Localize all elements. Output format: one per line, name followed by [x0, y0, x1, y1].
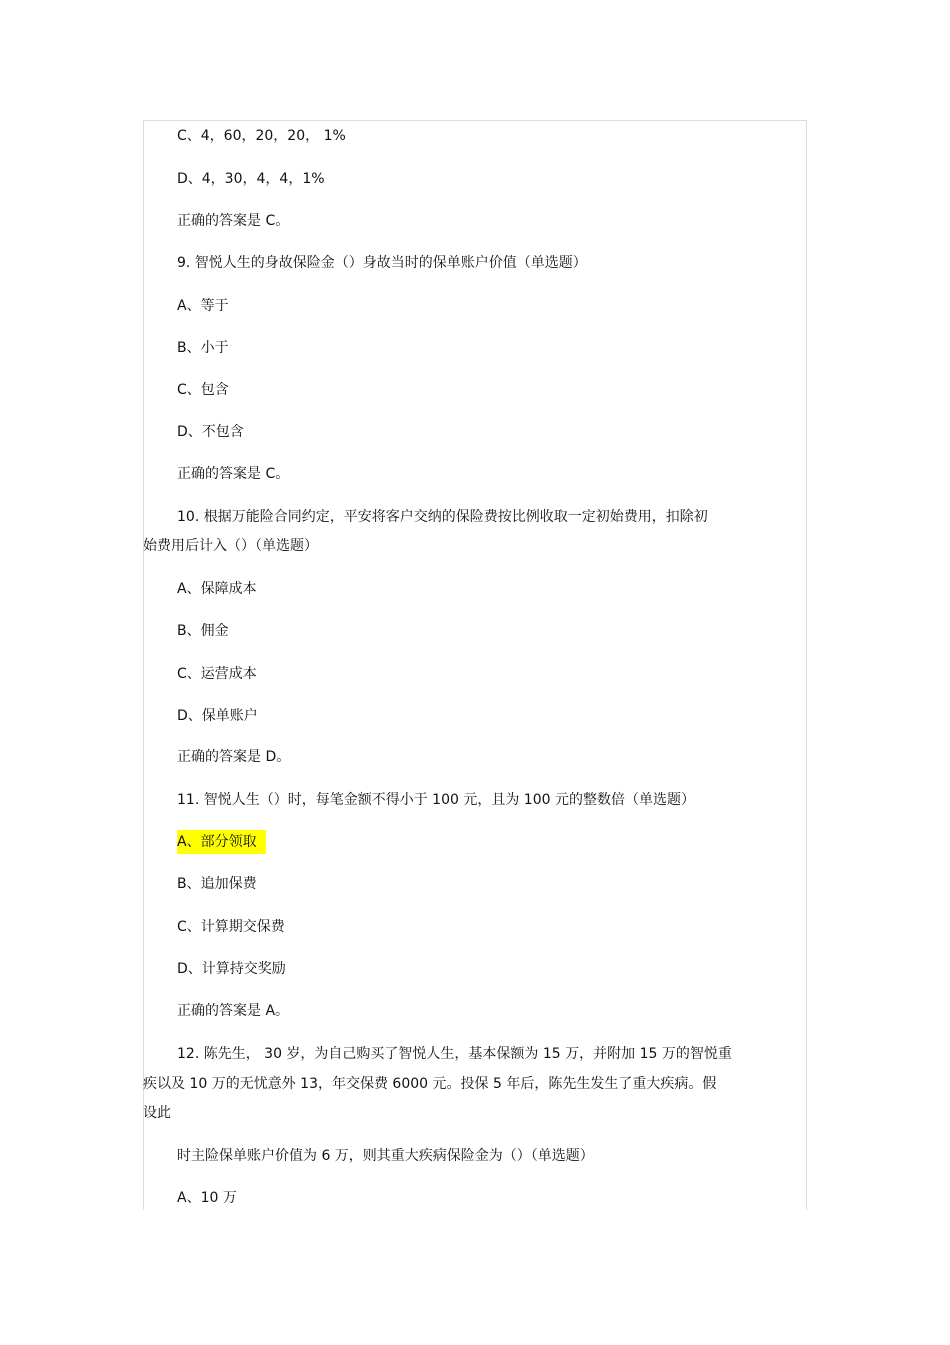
option-c-q9: C、包含 — [177, 382, 229, 398]
option-d-q9: D、不包含 — [177, 424, 244, 440]
question-12-line-4: 时主险保单账户价值为 6 万，则其重大疾病保险金为（）（单选题） — [177, 1148, 594, 1164]
option-c-q11: C、计算期交保费 — [177, 919, 285, 935]
answer-q10: 正确的答案是 D。 — [177, 749, 291, 765]
option-b-q11: B、追加保费 — [177, 876, 257, 892]
option-b-q10: B、佣金 — [177, 623, 229, 639]
answer-q8: 正确的答案是 C。 — [177, 213, 290, 229]
option-a-q11-highlighted — [177, 833, 266, 851]
question-10-line-2: 始费用后计入（）（单选题） — [143, 538, 318, 554]
question-12-line-3: 设此 — [143, 1105, 171, 1121]
option-c-q8: C、4，60，20，20， 1% — [177, 128, 346, 144]
answer-q11: 正确的答案是 A。 — [177, 1003, 290, 1019]
option-a-q9: A、等于 — [177, 298, 229, 314]
option-d-q11: D、计算持交奖励 — [177, 961, 286, 977]
highlight-mark: A、部分领取 — [177, 830, 266, 854]
option-a-q10: A、保障成本 — [177, 581, 257, 597]
question-12-line-2: 疾以及 10 万的无忧意外 13，年交保费 6000 元。投保 5 年后，陈先生发生了重大疾病。假 — [143, 1076, 717, 1092]
question-10-line-1: 10. 根据万能险合同约定，平安将客户交纳的保险费按比例收取一定初始费用，扣除初 — [177, 509, 708, 525]
option-c-q10: C、运营成本 — [177, 666, 257, 682]
answer-q9: 正确的答案是 C。 — [177, 466, 290, 482]
option-d-q8: D、4，30，4，4，1% — [177, 171, 325, 187]
question-12-line-1: 12. 陈先生， 30 岁，为自己购买了智悦人生，基本保额为 15 万，并附加 15 万的智悦重 — [177, 1046, 732, 1062]
question-11: 11. 智悦人生（）时，每笔金额不得小于 100 元，且为 100 元的整数倍（单选题） — [177, 792, 695, 808]
option-a-q12: A、10 万 — [177, 1190, 237, 1206]
option-d-q10: D、保单账户 — [177, 708, 258, 724]
question-9: 9. 智悦人生的身故保险金（）身故当时的保单账户价值（单选题） — [177, 255, 587, 271]
option-b-q9: B、小于 — [177, 340, 229, 356]
